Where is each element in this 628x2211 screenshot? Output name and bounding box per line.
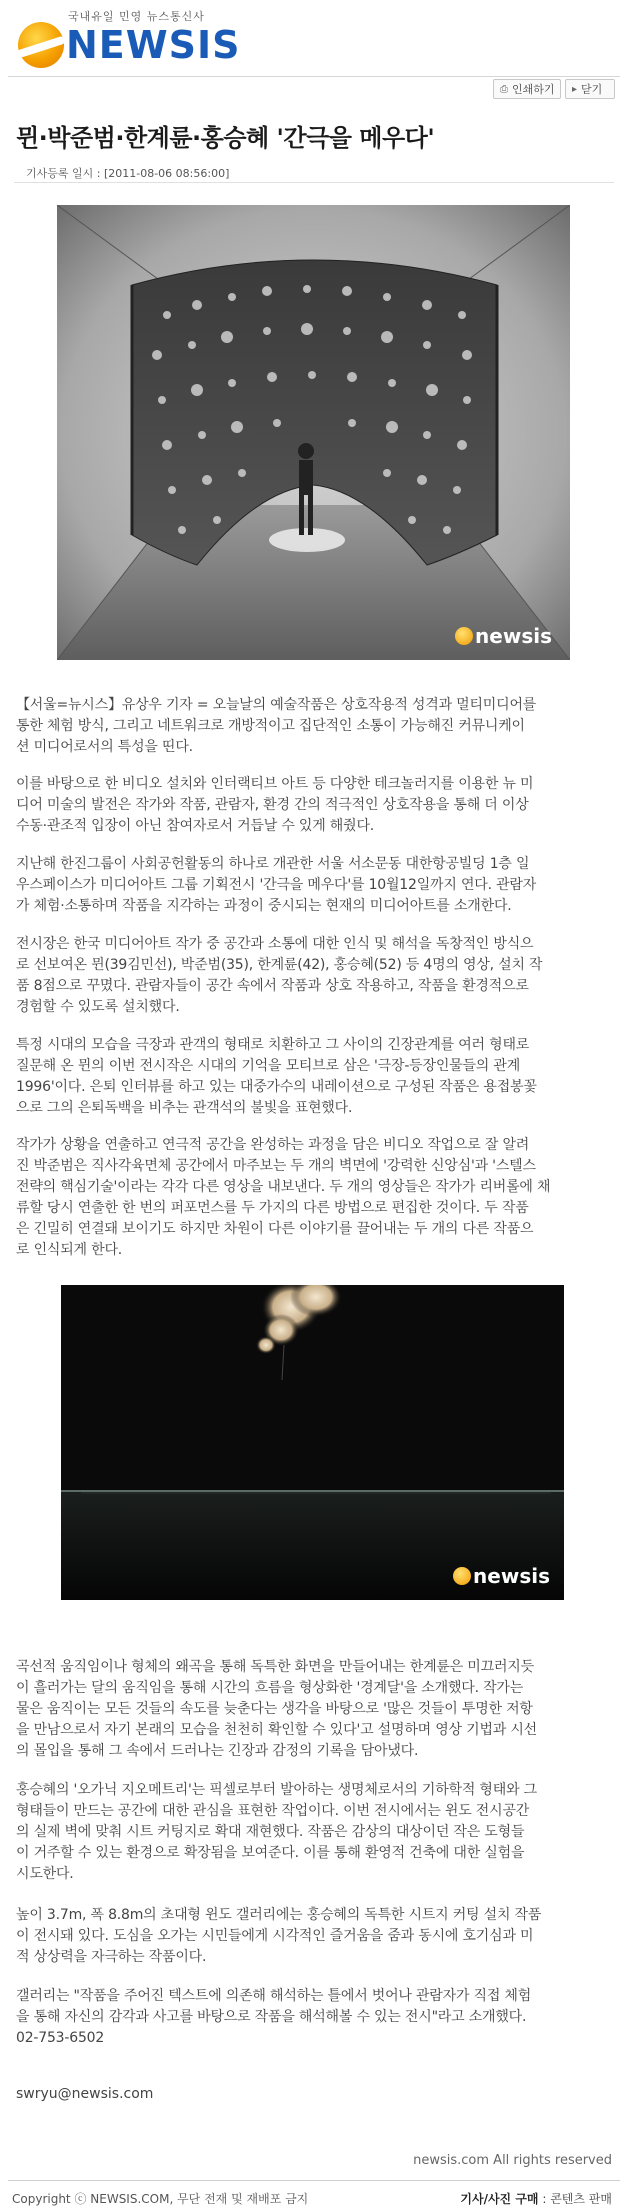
newsis-logo[interactable]	[18, 22, 241, 68]
paragraph-3	[16, 854, 612, 917]
article-title: 뮌·박준범·한계륜·홍승혜 '간극을 메우다'	[16, 124, 435, 152]
paragraph-line: 이 전시돼 있다. 도심을 오가는 시민들에게 시각적인 즐거움을 줌과 동시에 호기심과 미	[16, 1928, 534, 1944]
content-sales	[460, 2190, 612, 2207]
paragraph-line: 우스페이스가 미디어아트 그룹 기획전시 '간극을 메우다'를 10월12일까지 연다. 관람자	[16, 877, 537, 893]
paragraph-line: 물은 움직이는 모든 것들의 속도를 늦춘다는 생각을 바탕으로 '많은 것들이 투명한 저항	[16, 1701, 533, 1717]
paragraph-line: 디어 미술의 발전은 작가와 작품, 관람자, 환경 간의 적극적인 상호작용을 통해 더 이상	[16, 797, 529, 813]
paragraph-line: 품 8점으로 꾸몄다. 관람자들이 공간 속에서 작품과 상호 작용하고, 작품을 환경적으로	[16, 978, 529, 994]
paragraph-8	[16, 1780, 612, 1885]
paragraph-line: 은 긴밀히 연결돼 보이기도 하지만 차원이 다른 이야기를 끌어내는 두 개의 다른 작품으	[16, 1221, 534, 1237]
paragraph-line: 지난해 한진그룹이 사회공헌활동의 하나로 개관한 서울 서소문동 대한항공빌딩 1층 일	[16, 856, 530, 872]
image1-watermark-text: newsis	[475, 624, 552, 648]
paragraph-line: 통한 체험 방식, 그리고 네트워크로 개방적이고 집단적인 소통이 가능해진 커뮤니케이	[16, 718, 525, 734]
copyright-notice: Copyright ⓒ NEWSIS.COM, 무단 전재 및 재배포 금지	[12, 2192, 309, 2206]
paragraph-line: 로 선보여온 뮌(39김민선), 박준범(35), 한계륜(42), 홍승혜(52) 등 4명의 영상, 설치 작	[16, 957, 543, 973]
sales-label: 기사/사진 구매	[460, 2192, 539, 2206]
paragraph-line: 홍승혜의 '오가닉 지오메트리'는 픽셀로부터 발아하는 생명체로서의 기하학적 형태와 그	[16, 1782, 537, 1798]
paragraph-line: 적 상상력을 자극하는 작품이다.	[16, 1949, 207, 1965]
paragraph-line: 가 체험·소통하며 작품을 지각하는 과정이 중시되는 현재의 미디어아트를 소개한다.	[16, 898, 512, 914]
paragraph-line: 특정 시대의 모습을 극장과 관객의 형태로 치환하고 그 사이의 긴장관계를 여러 형태로	[16, 1037, 530, 1053]
watermark-sun-icon	[455, 627, 473, 645]
drawing-svg	[57, 205, 570, 660]
paragraph-line: 의 실제 벽에 맞춰 시트 커팅지로 확대 재현했다. 작품은 감상의 대상이던 작은 도형들	[16, 1824, 525, 1840]
rights-reserved: newsis.com All rights reserved	[413, 2153, 612, 2168]
paragraph-9	[16, 1905, 612, 1968]
paragraph-line: 이를 바탕으로 한 비디오 설치와 인터랙티브 아트 등 다양한 테크놀러지를 이용한 뉴 미	[16, 776, 534, 792]
paragraph-line: 형태들이 만드는 공간에 대한 관심을 표현한 작업이다. 이번 전시에서는 윈도 전시공간	[16, 1803, 530, 1819]
image2-watermark-text: newsis	[473, 1564, 550, 1588]
close-arrow-icon: ▸	[572, 83, 578, 95]
paragraph-4	[16, 934, 612, 1018]
paragraph-6	[16, 1135, 612, 1261]
logo-wordmark: NEWSIS	[66, 23, 241, 67]
paragraph-line: 진 박준범은 직사각육면체 공간에서 마주보는 두 개의 벽면에 '강력한 신앙심'과 '스텔스	[16, 1158, 536, 1174]
paragraph-line: 으로 그의 은퇴독백을 비추는 관객석의 불빛을 표현했다.	[16, 1100, 353, 1116]
paragraph-line: 의 몰입을 통해 그 속에서 드러나는 긴장과 감정의 기록을 담아냈다.	[16, 1743, 419, 1759]
site-header	[0, 0, 628, 76]
sales-separator: :	[542, 2192, 547, 2206]
paragraph-line: 전략의 핵심기술'이라는 각각 다른 영상을 내보낸다. 두 개의 영상들은 작가가 리버롤에 채	[16, 1179, 551, 1195]
paragraph-7	[16, 1657, 612, 1762]
printer-icon: ⎙	[500, 83, 508, 95]
paragraph-line: 02-753-6502	[16, 2030, 105, 2046]
content-sales-link[interactable]: 콘텐츠 판매	[550, 2192, 612, 2206]
paragraph-line: 이 거주할 수 있는 환경으로 확장됨을 보여준다. 이를 통해 환영적 건축에 대한 실험을	[16, 1845, 525, 1861]
print-button-label: 인쇄하기	[512, 83, 555, 96]
reporter-email[interactable]: swryu@newsis.com	[16, 2086, 154, 2102]
paragraph-line: 【서울=뉴시스】유상우 기자 = 오늘날의 예술작품은 상호작용적 성격과 멀티미디어를	[16, 697, 537, 713]
header-divider	[8, 76, 620, 77]
paragraph-line: 로 인식되게 한다.	[16, 1242, 123, 1258]
article-image-video-still	[61, 1285, 564, 1600]
paragraph-line: 션 미디어로서의 특성을 띤다.	[16, 739, 193, 755]
paragraph-line: 질문해 온 뮌의 이번 전시작은 시대의 기억을 모티브로 삼은 '극장-등장인물들의 관계	[16, 1058, 521, 1074]
video-still-svg	[61, 1285, 564, 1600]
image2-watermark	[453, 1564, 550, 1588]
paragraph-line: 갤러리는 "작품을 주어진 텍스트에 의존해 해석하는 틀에서 벗어나 관람자가 직접 체험	[16, 1988, 532, 2004]
paragraph-line: 시도한다.	[16, 1866, 74, 1882]
logo-sun-icon	[18, 22, 64, 68]
paragraph-line: 전시장은 한국 미디어아트 작가 중 공간과 소통에 대한 인식 및 해석을 독창적인 방식으	[16, 936, 534, 952]
article-date: 기사등록 일시 : [2011-08-06 08:56:00]	[26, 167, 230, 180]
site-tagline: 국내유일 민영 뉴스통신사	[68, 10, 205, 23]
paragraph-line: 이 흘러가는 달의 움직임을 통해 시간의 흐름을 형상화한 '경계달'을 소개했다. 작가는	[16, 1680, 524, 1696]
close-button-label: 닫기	[581, 83, 603, 96]
paragraph-line: 류할 당시 연출한 한 번의 퍼포먼스를 두 가지의 다른 방법으로 편집한 것이다. 두 작품	[16, 1200, 529, 1216]
image1-watermark	[455, 624, 552, 648]
paragraph-line: 1996'이다. 은퇴 인터뷰를 하고 있는 대중가수의 내레이션으로 구성된 작품은 용접봉꽃	[16, 1079, 537, 1095]
paragraph-line: 을 만남으로서 자기 본래의 모습을 천천히 확인할 수 있다'고 설명하며 영상 기법과 시선	[16, 1722, 537, 1738]
paragraph-line: 작가가 상황을 연출하고 연극적 공간을 완성하는 과정을 담은 비디오 작업으로 잘 알려	[16, 1137, 530, 1153]
paragraph-line: 경험할 수 있도록 설치했다.	[16, 999, 180, 1015]
print-button[interactable]	[493, 79, 561, 99]
paragraph-line: 높이 3.7m, 폭 8.8m의 초대형 윈도 갤러리에는 홍승혜의 독특한 시트지 커팅 설치 작품	[16, 1907, 542, 1923]
watermark-sun-icon	[453, 1567, 471, 1585]
paragraph-line: 을 통해 자신의 감각과 사고를 바탕으로 작품을 해석해볼 수 있는 전시"라고 소개했다.	[16, 2009, 527, 2025]
paragraph-10	[16, 1986, 612, 2049]
paragraph-line: 수동·관조적 입장이 아닌 참여자로서 거듭날 수 있게 해줬다.	[16, 818, 375, 834]
footer-divider	[8, 2180, 620, 2181]
paragraph-5	[16, 1035, 612, 1119]
paragraph-line: 곡선적 움직임이나 형체의 왜곡을 통해 독특한 화면을 만들어내는 한계륜은 미끄러지듯	[16, 1659, 534, 1675]
paragraph-2	[16, 774, 612, 837]
close-button[interactable]	[565, 79, 615, 99]
paragraph-1	[16, 695, 612, 758]
article-image-drawing	[57, 205, 570, 660]
title-divider	[14, 182, 614, 183]
